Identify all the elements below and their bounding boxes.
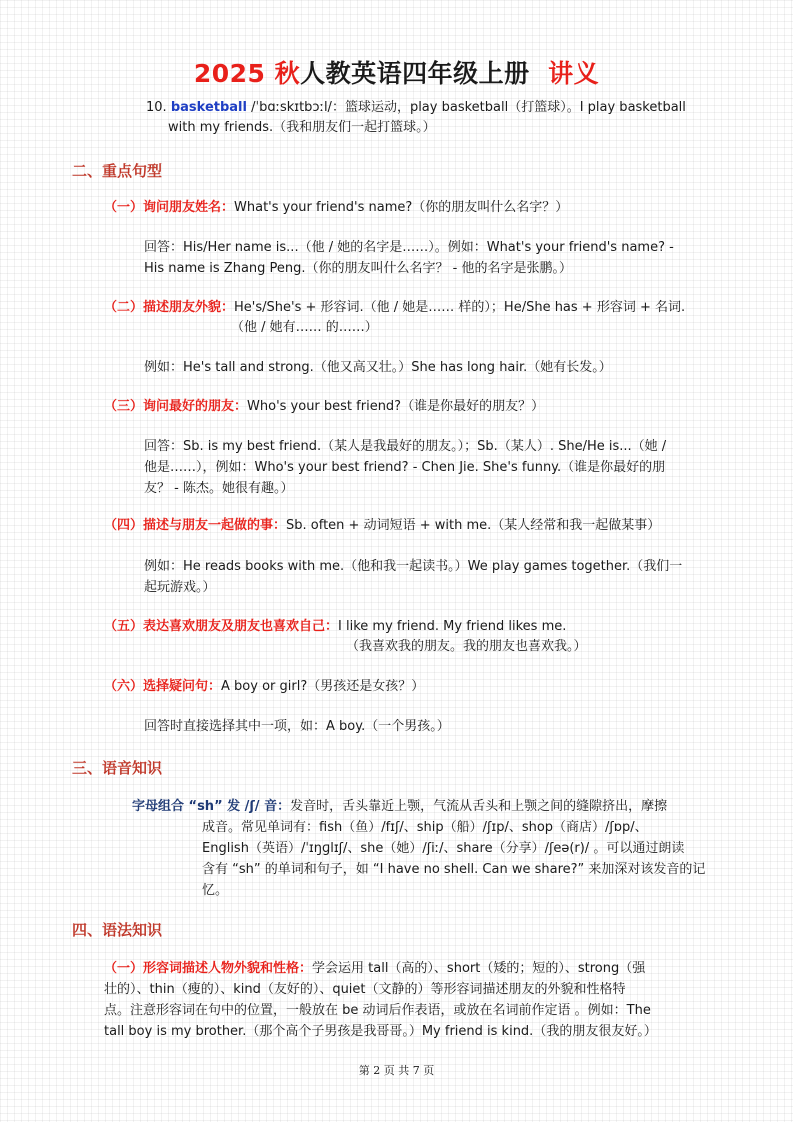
section-heading-phonics: 三、语音知识 [72,759,163,777]
pattern-2-text-cont: （他 / 她有…… 的……） [231,320,378,335]
pattern-4-text: Sb. often + 动词短语 + with me.（某人经常和我一起做某事） [286,518,661,533]
pattern-3 [104,397,724,417]
page-title [0,54,793,90]
pattern-4-example-line2: 起玩游戏。） [144,580,216,595]
pattern-2-text: He's/She's + 形容词.（他 / 她是…… 样的）；He/She has + 形容词 + 名词. [234,300,686,315]
title-year: 2025 秋 [193,59,301,88]
grammar-line3: 点。注意形容词在句中的位置，一般放在 be 动词后作表语，或放在名词前作定语 。例如：The [104,1003,651,1018]
pattern-1-answer-line1: 回答：His/Her name is...（他 / 她的名字是……）。例如：What's your friend's name? - [144,240,674,255]
pattern-5-text: I like my friend. My friend likes me. [338,619,567,634]
phonics-line4: 含有 “sh” 的单词和句子，如 “I have no shell. Can we share?” 来加深对该发音的记 [202,862,706,877]
pattern-4 [104,516,724,536]
phonics-block [132,796,722,901]
title-main: 人教英语四年级上册 [300,59,530,88]
grammar-label: （一）形容词描述人物外貌和性格： [104,961,313,976]
grammar-line4: tall boy is my brother.（那个高个子男孩是我哥哥。）My friend is kind.（我的朋友很友好。） [104,1024,657,1039]
pattern-6-answer: 回答时直接选择其中一项，如：A boy.（一个男孩。） [144,719,450,734]
vocab-word: basketball [170,100,247,115]
phonics-line3: English（英语）/ˈɪŋɡlɪʃ/、she（她）/ʃiː/、share（分享）/ʃeə(r)/ 。可以通过朗读 [202,841,685,856]
pattern-3-text: Who's your best friend?（谁是你最好的朋友？） [247,399,545,414]
title-tail: 讲义 [548,59,600,88]
grammar-block [104,958,714,1042]
grammar-line1: 学会运用 tall（高的）、short（矮的；短的）、strong（强 [312,961,646,976]
pattern-4-label: （四）描述与朋友一起做的事： [104,518,287,533]
pattern-4-example [144,556,722,598]
vocab-number: 10. [146,100,167,115]
page-footer: 第 2 页 共 7 页 [358,1064,435,1077]
vocab-item [146,98,736,138]
phonics-line2: 成音。常见单词有：fish（鱼）/fɪʃ/、ship（船）/ʃɪp/、shop（商店）/ʃɒp/、 [202,820,648,835]
phonics-line1: 发音时，舌头靠近上颚，气流从舌头和上颚之间的缝隙挤出，摩擦 [290,799,668,814]
pattern-2-example: 例如：He's tall and strong.（他又高又壮。）She has long hair.（她有长发。） [144,360,612,375]
pattern-1-label: （一）询问朋友姓名： [104,200,235,215]
pattern-1-text: What's your friend's name?（你的朋友叫什么名字？） [234,200,569,215]
pattern-2 [104,298,724,338]
section-heading-grammar: 四、语法知识 [72,921,163,939]
phonics-label: 字母组合 “sh” 发 /ʃ/ 音： [132,799,291,814]
vocab-line2: with my friends.（我和朋友们一起打篮球。） [168,120,436,135]
pattern-3-answer-line3: 友？ - 陈杰。她很有趣。） [144,481,294,496]
phonics-line5: 忆。 [202,883,229,898]
pattern-5-label: （五）表达喜欢朋友及朋友也喜欢自己： [104,619,339,634]
vocab-line1: /ˈbɑːskɪtbɔːl/：篮球运动，play basketball（打篮球）。I play basketball [251,100,686,115]
pattern-6-label: （六）选择疑问句： [104,679,222,694]
pattern-1 [104,198,724,218]
pattern-6-text: A boy or girl?（男孩还是女孩？） [221,679,425,694]
pattern-3-answer [144,436,722,499]
pattern-5 [104,617,724,657]
grammar-line2: 壮的）、thin（瘦的）、kind（友好的）、quiet（文静的）等形容词描述朋友的外貌和性格特 [104,982,626,997]
pattern-2-label: （二）描述朋友外貌： [104,300,235,315]
pattern-3-answer-line2: 他是……），例如：Who's your best friend? - Chen Jie. She's funny.（谁是你最好的朋 [144,460,666,475]
pattern-5-text-cont: （我喜欢我的朋友。我的朋友也喜欢我。） [346,639,587,654]
pattern-1-answer-line2: His name is Zhang Peng.（你的朋友叫什么名字？ - 他的名字是张鹏。） [144,261,572,276]
pattern-4-example-line1: 例如：He reads books with me.（他和我一起读书。）We play games together.（我们一 [144,559,683,574]
pattern-3-label: （三）询问最好的朋友： [104,399,248,414]
pattern-1-answer [144,237,722,279]
pattern-6 [104,677,724,697]
section-heading-sentences: 二、重点句型 [72,162,163,180]
pattern-3-answer-line1: 回答：Sb. is my best friend.（某人是我最好的朋友。）；Sb.（某人）. She/He is...（她 / [144,439,667,454]
